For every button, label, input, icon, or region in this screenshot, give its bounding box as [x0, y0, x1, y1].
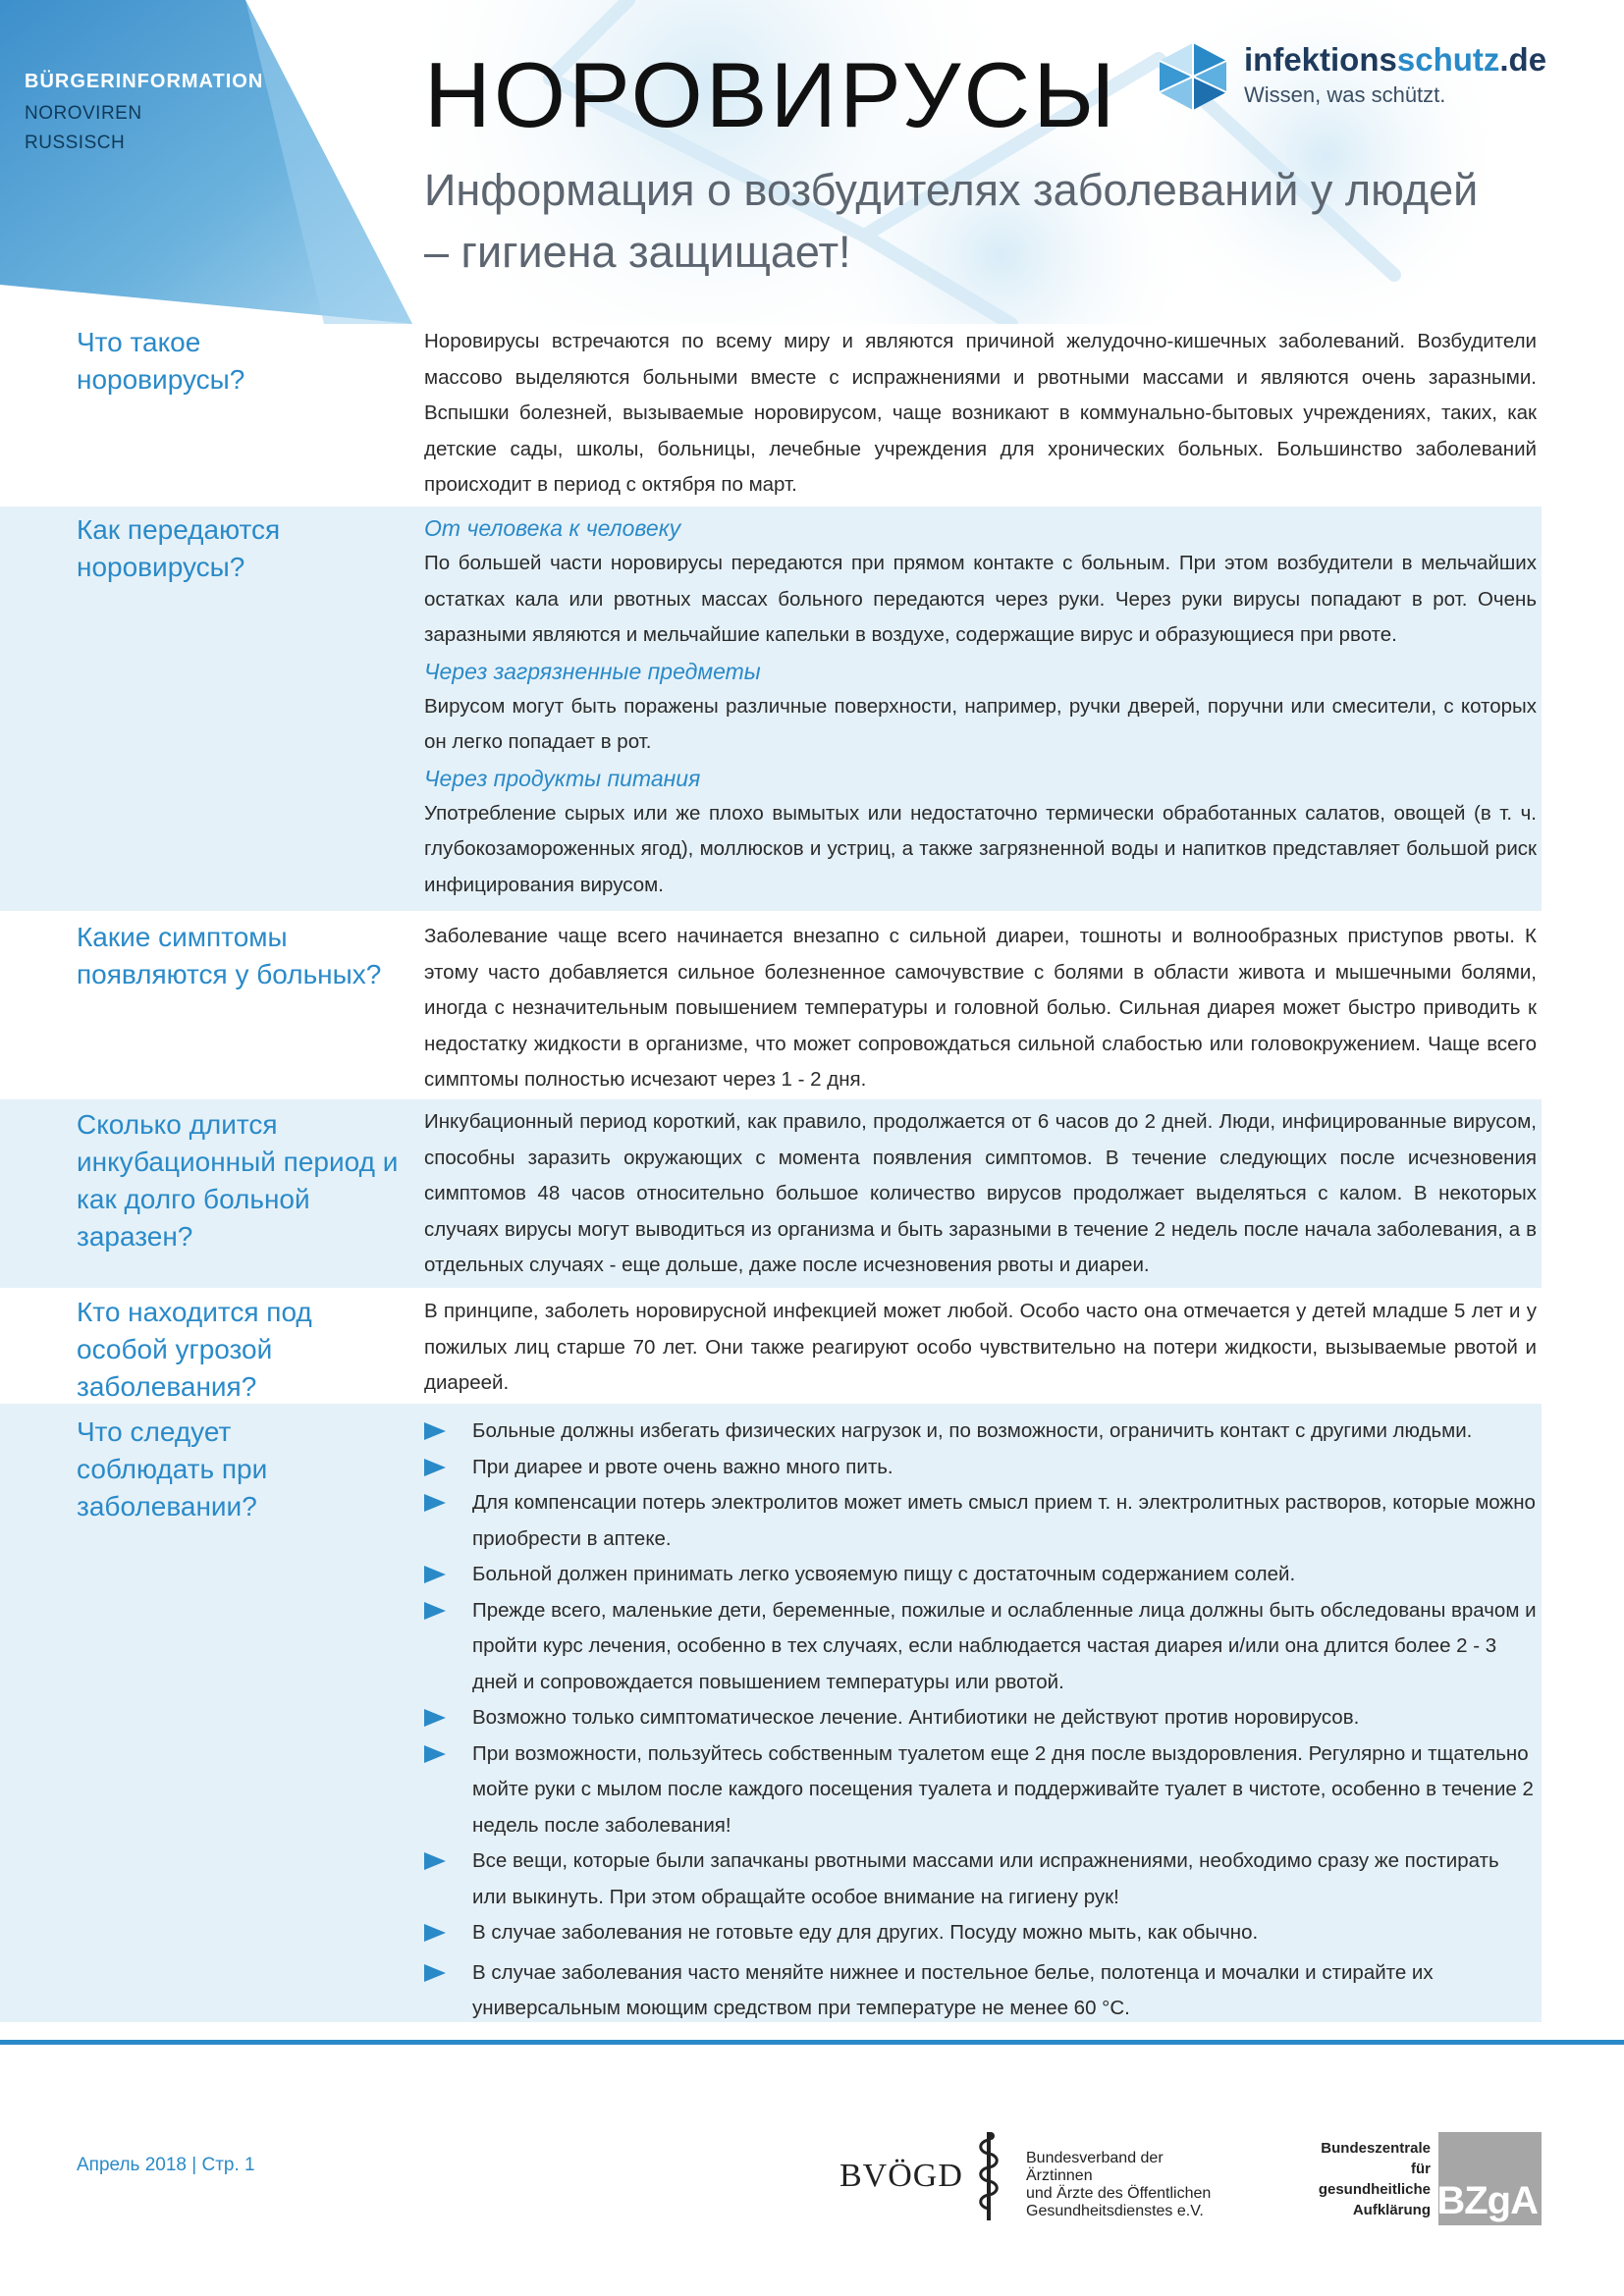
answer-text: Вирусом могут быть поражены различные поверхности, например, ручки дверей, поручни или смесители, с которых он легко попадает в рот.	[424, 694, 1537, 753]
list-item	[424, 1700, 1537, 1736]
list-item-text: В случае заболевания часто меняйте нижнее и постельное белье, полотенца и мочалки и стирайте их универсальным моющим средством при температуре не менее 60 °С.	[472, 1960, 1434, 2019]
bzga-logo-box	[1438, 2132, 1542, 2225]
logo-part-3: .de	[1499, 41, 1547, 78]
aesculapius-staff-icon	[974, 2128, 1003, 2222]
list-item	[424, 1414, 1537, 1450]
list-item-text: При возможности, пользуйтесь собственным туалетом еще 2 дня после выздоровления. Регулярно и тщательно мойте руки с мылом после каждого посещения туалета и поддерживайте туалет в чистоте, особенно в течение 2 недель после заболевания!	[472, 1741, 1534, 1837]
arrow-bullet-icon	[424, 1852, 446, 1870]
section-question: Кто находится под особой угрозой заболевания?	[77, 1297, 312, 1402]
logo-tagline: Wissen, was schützt.	[1244, 82, 1446, 107]
footer-divider	[0, 2040, 1624, 2045]
answer-text: Заболевание чаще всего начинается внезапно с сильной диареи, тошноты и волнообразных приступов рвоты. К этому часто добавляется сильное болезненное самочувствие с болями в области живота и мышечными болями, иногда с незначительным повышением температуры и головной болью. Сильная диарея может быстро приводить к недостатку жидкости в организме, что может сопровождаться сильной слабостью или головокружением. Чаще всего симптомы полностью исчезают через 1 - 2 дня.	[424, 925, 1537, 1091]
section-answer	[424, 324, 1537, 504]
bzga-logo-text: BZgA	[1436, 2179, 1538, 2222]
arrow-bullet-icon	[424, 1745, 446, 1763]
arrow-bullet-icon	[424, 1459, 446, 1476]
logo-part-1: infektions	[1244, 41, 1397, 78]
bvoegd-fullname	[1026, 2150, 1232, 2220]
list-item-text: В случае заболевания не готовьте еду для других. Посуду можно мыть, как обычно.	[472, 1921, 1259, 1944]
section-question: Какие симптомы появляются у больных?	[77, 922, 382, 989]
section-measures	[0, 1404, 1542, 2022]
list-item-text: Для компенсации потерь электролитов может иметь смысл прием т. н. электролитных растворов, которые можно приобрести в аптеке.	[472, 1491, 1536, 1550]
document-type-label	[25, 71, 263, 154]
page-title: НОРОВИРУСЫ	[424, 43, 1118, 146]
list-item-text: Возможно только симптоматическое лечение. Антибиотики не действуют против норовирусов.	[472, 1706, 1360, 1729]
infektionsschutz-logo	[1154, 37, 1586, 120]
bvoegd-abbreviation: BVÖGD	[839, 2158, 963, 2194]
subtitle-line-2: – гигиена защищает!	[424, 227, 851, 277]
bzga-line: Aufklärung	[1352, 2202, 1431, 2218]
list-item	[424, 1593, 1537, 1701]
logo-wordmark	[1244, 41, 1546, 79]
arrow-bullet-icon	[424, 1964, 446, 1982]
list-item	[424, 1736, 1537, 1844]
arrow-bullet-icon	[424, 1494, 446, 1512]
list-item-text: Больной должен принимать легко усвояемую пищу с достаточным содержанием солей.	[472, 1563, 1296, 1585]
bzga-fullname	[1319, 2138, 1431, 2220]
answer-text: Норовирусы встречаются по всему миру и являются причиной желудочно-кишечных заболеваний. Возбудители массово выделяются больными вместе с испражнениями и рвотными массами и являются очень заразными. Вспышки болезней, вызываемые норовирусом, чаще возникают в коммунально-бытовых учреждениях, таких, как детские сады, школы, больницы, лечебные учреждения для хронических больных. Большинство заболеваний происходит в период с октября по март.	[424, 330, 1537, 496]
list-item-text: Больные должны избегать физических нагрузок и, по возможности, ограничить контакт с другими людьми.	[472, 1419, 1473, 1442]
subtitle-line-1: Информация о возбудителях заболеваний у людей	[424, 165, 1479, 215]
arrow-bullet-icon	[424, 1566, 446, 1583]
answer-text: Употребление сырых или же плохо вымытых или недостаточно термически обработанных салатов, овощей (в т. ч. глубокозамороженных ягод), моллюсков и устриц, а также загрязненной воды и напитков представляет большой риск инфицирования вирусом.	[424, 801, 1537, 896]
list-item	[424, 1843, 1537, 1915]
list-item	[424, 1557, 1537, 1593]
section-risk-groups	[0, 1288, 1542, 1404]
arrow-bullet-icon	[424, 1602, 446, 1620]
bzga-line: Bundeszentrale	[1321, 2140, 1431, 2157]
section-answer	[424, 1294, 1537, 1402]
measures-list	[424, 1414, 1537, 2027]
section-what	[0, 324, 1542, 501]
bzga-line: gesundheitliche	[1318, 2181, 1431, 2198]
list-item-text: Все вещи, которые были запачканы рвотными массами или испражнениями, необходимо сразу же постирать или выкинуть. При этом обращайте особое внимание на гигиену рук!	[472, 1849, 1499, 1908]
bvoegd-line: und Ärzte des Öffentlichen	[1026, 2185, 1212, 2202]
label-buergerinformation: BÜRGERINFORMATION	[25, 71, 264, 92]
list-item	[424, 1915, 1537, 1951]
section-transmission	[0, 507, 1542, 911]
answer-text: По большей части норовирусы передаются при прямом контакте с больным. При этом возбудители в мельчайших остатках кала или рвотных массах больного передаются через руки. Через руки вирусы попадают в рот. Очень заразными являются и мельчайшие капельки в воздухе, содержащие вирус и образующиеся при рвоте.	[424, 552, 1537, 646]
section-question: Сколько длится инкубационный период и как долго больной заразен?	[77, 1109, 399, 1252]
bzga-logo	[1296, 2132, 1542, 2225]
bvoegd-logo	[839, 2128, 1232, 2226]
list-item-text: Прежде всего, маленькие дети, беременные, пожилые и ослабленные лица должны быть обследованы врачом и пройти курс лечения, особенно в тех случаях, если наблюдается частая диарея и/или она длится более 2 - 3 дней и сопровождается повышением температуры или рвотой.	[472, 1598, 1537, 1693]
section-question: Как передаются норовирусы?	[77, 514, 281, 582]
list-item	[424, 1955, 1537, 2027]
list-item	[424, 1450, 1537, 1486]
subheading-contaminated-objects: Через загрязненные предметы	[424, 658, 761, 684]
logo-part-2: schutz	[1396, 41, 1500, 78]
label-topic: NOROVIREN	[25, 103, 142, 124]
section-incubation	[0, 1099, 1542, 1288]
subheading-food: Через продукты питания	[424, 765, 701, 791]
bvoegd-line: Bundesverband der Ärztinnen	[1026, 2150, 1164, 2184]
answer-text: Инкубационный период короткий, как правило, продолжается от 6 часов до 2 дней. Люди, инфицированные вирусом, способны заразить окружающих с момента появления симптомов. В течение следующих после исчезновения симптомов 48 часов относительно большое количество вирусов продолжает выделяться с калом. В некоторых случаях вирусы могут выводиться из организма и быть заразными в течение 2 недель после начала заболевания, а в отдельных случаях - еще дольше, даже после исчезновения рвоты и диареи.	[424, 1110, 1537, 1276]
list-item	[424, 1485, 1537, 1557]
section-answer	[424, 919, 1537, 1098]
section-symptoms	[0, 911, 1542, 1097]
subheading-person-to-person: От человека к человеку	[424, 515, 681, 541]
page-subtitle	[424, 159, 1534, 283]
section-answer	[424, 1414, 1537, 2027]
bvoegd-line: Gesundheitsdienstes e.V.	[1026, 2203, 1204, 2219]
section-question: Что следует соблюдать при заболевании?	[77, 1416, 268, 1522]
section-question: Что такое норовирусы?	[77, 327, 245, 395]
label-language: RUSSISCH	[25, 133, 126, 153]
arrow-bullet-icon	[424, 1422, 446, 1440]
answer-text: В принципе, заболеть норовирусной инфекцией может любой. Особо часто она отмечается у детей младше 5 лет и у пожилых лиц старше 70 лет. Они также реагируют особо чувствительно на потери жидкости, вызываемые рвотой и диареей.	[424, 1300, 1537, 1394]
umbrella-icon	[1154, 37, 1232, 116]
section-answer	[424, 1104, 1537, 1284]
footer-date-page: Апрель 2018 | Стр. 1	[77, 2155, 255, 2175]
arrow-bullet-icon	[424, 1709, 446, 1727]
list-item-text: При диарее и рвоте очень важно много пить.	[472, 1455, 893, 1478]
section-answer	[424, 510, 1537, 903]
arrow-bullet-icon	[424, 1924, 446, 1942]
bzga-line: für	[1411, 2161, 1431, 2177]
